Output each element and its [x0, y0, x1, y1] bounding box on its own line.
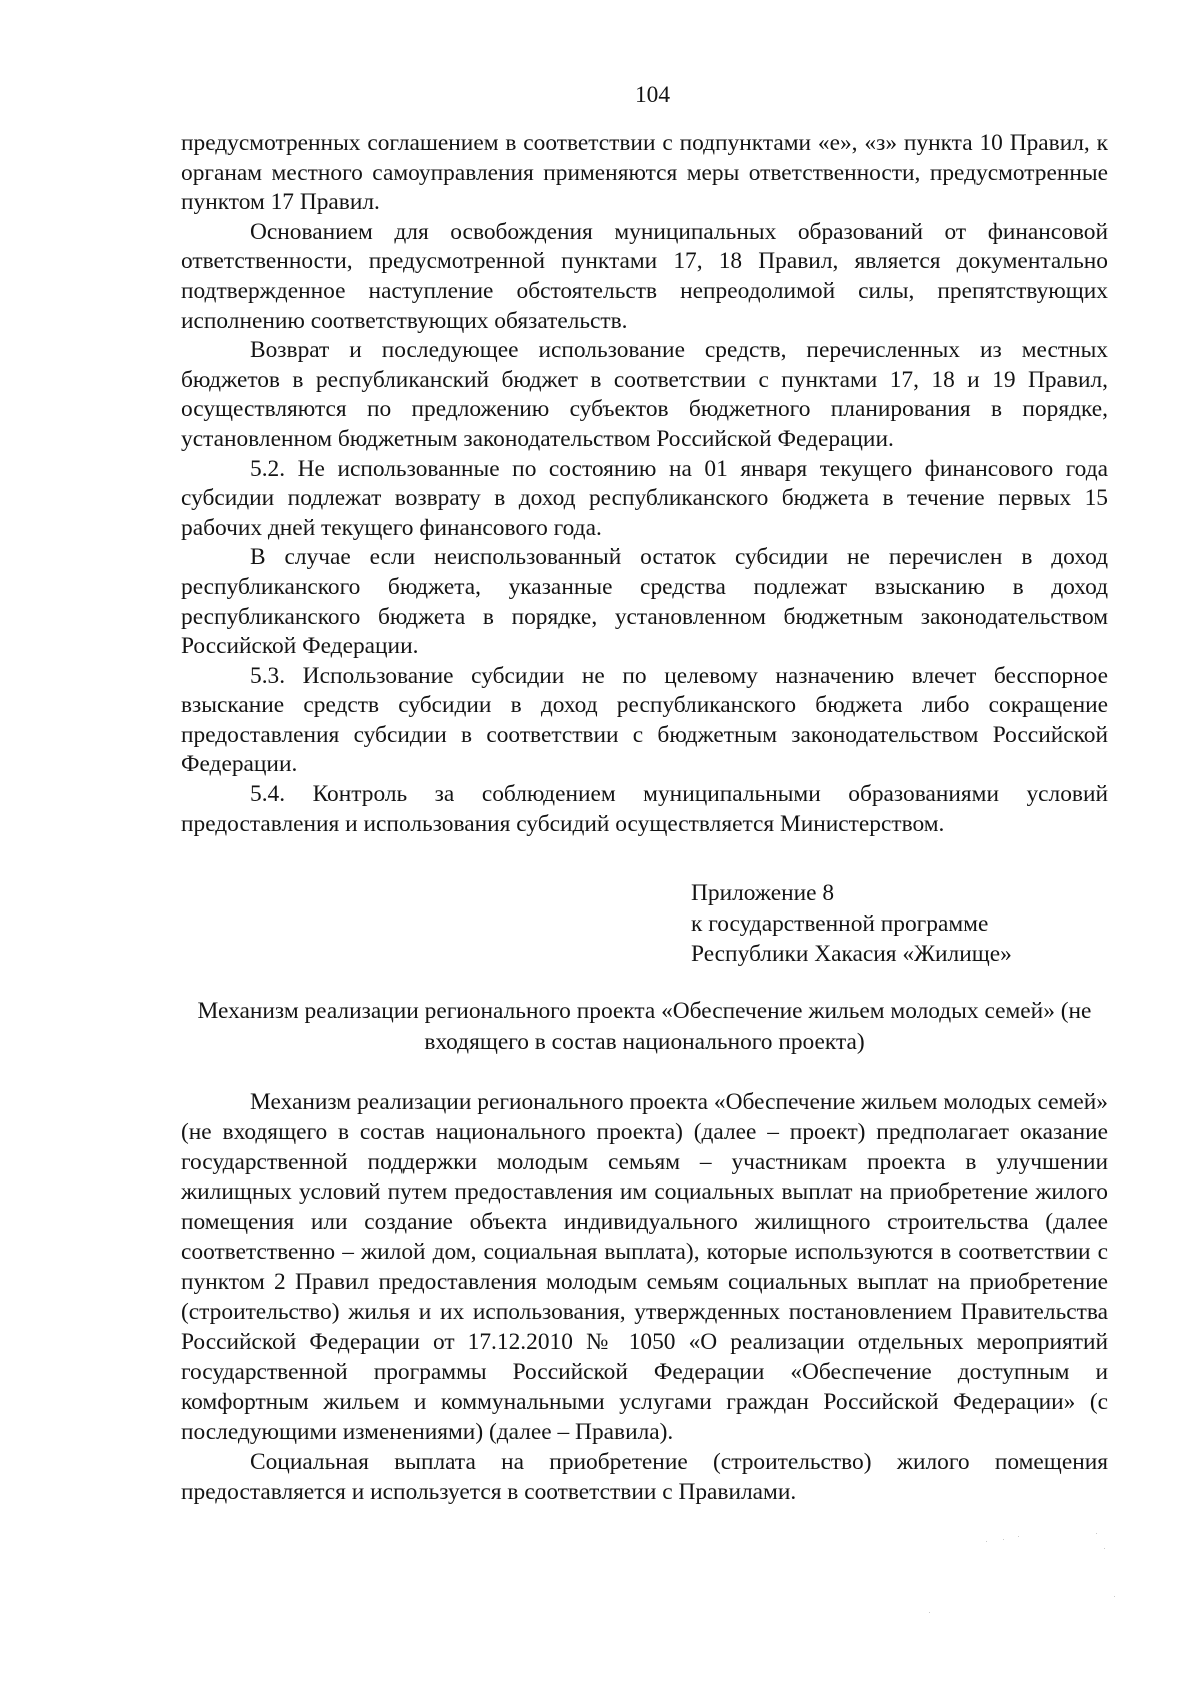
scan-speck: [1003, 1539, 1004, 1540]
appendix-line: Республики Хакасия «Жилище»: [691, 941, 1012, 967]
body-text-top: [181, 129, 1108, 839]
paragraph: предусмотренных соглашением в соответствии с подпунктами «е», «з» пункта 10 Правил, к органам местного самоуправления применяются меры ответственности, предусмотренные пунктом 17 Правил.: [181, 130, 1108, 216]
scan-speck: [1096, 1533, 1097, 1534]
section-title: Механизм реализации регионального проекта «Обеспечение жильем молодых семей» (не входящего в состав национального проекта): [197, 998, 1092, 1055]
body-text-bottom: [181, 1087, 1108, 1507]
scan-speck: [929, 1612, 930, 1613]
paragraph-5-4: 5.4. Контроль за соблюдением муниципальными образованиями условий предоставления и использования субсидий осуществляется Министерством.: [181, 781, 1108, 837]
scan-speck: [1114, 1596, 1115, 1597]
paragraph: Механизм реализации регионального проекта «Обеспечение жильем молодых семей» (не входящего в состав национального проекта) (далее – проект) предполагает оказание государственной поддержки молодым семьям – участникам проекта в улучшении жилищных условий путем предоставления им социальных выплат на приобретение жилого помещения или создание объекта индивидуального жилищного строительства (далее соответственно – жилой дом, социальная выплата), которые используются в соответствии с пунктом 2 Правил предоставления молодым семьям социальных выплат на приобретение (строительство) жилья и их использования, утвержденных постановлением Правительства Российской Федерации от 17.12.2010 № 1050 «О реализации отдельных мероприятий государственной программы Российской Федерации «Обеспечение доступным и комфортным жильем и коммунальными услугами граждан Российской Федерации» (с последующими изменениями) (далее – Правила).: [181, 1089, 1108, 1445]
scan-speck: [1018, 1536, 1019, 1537]
paragraph-5-2: 5.2. Не использованные по состоянию на 01 января текущего финансового года субсидии подлежат возврату в доход республиканского бюджета в течение первых 15 рабочих дней текущего финансового года.: [181, 455, 1108, 541]
paragraph-5-3: 5.3. Использование субсидии не по целевому назначению влечет бесспорное взыскание средств субсидии в доход республиканского бюджета либо сокращение предоставления субсидии в соответствии с бюджетным законодательством Российской Федерации.: [181, 662, 1108, 778]
paragraph: В случае если неиспользованный остаток субсидии не перечислен в доход республиканского бюджета, указанные средства подлежат взысканию в доход республиканского бюджета в порядке, установленном бюджетным законодательством Российской Федерации.: [181, 544, 1108, 660]
appendix-line: к государственной программе: [691, 910, 989, 937]
paragraph: Социальная выплата на приобретение (строительство) жилого помещения предоставляется и используется в соответствии с Правилами.: [181, 1449, 1108, 1505]
page-number: 104: [634, 82, 671, 108]
paragraph: Возврат и последующее использование средств, перечисленных из местных бюджетов в республиканский бюджет в соответствии с пунктами 17, 18 и 19 Правил, осуществляются по предложению субъектов бюджетного планирования в порядке, установленном бюджетным законодательством Российской Федерации.: [181, 337, 1108, 452]
paragraph: Основанием для освобождения муниципальных образований от финансовой ответственности, предусмотренной пунктами 17, 18 Правил, является документально подтвержденное наступление обстоятельств непреодолимой силы, препятствующих исполнению соответствующих обязательств.: [181, 218, 1108, 334]
scan-speck: [986, 1541, 987, 1542]
appendix-heading: [691, 878, 1012, 970]
appendix-line: Приложение 8: [691, 880, 835, 906]
scan-speck: [1104, 1548, 1105, 1549]
